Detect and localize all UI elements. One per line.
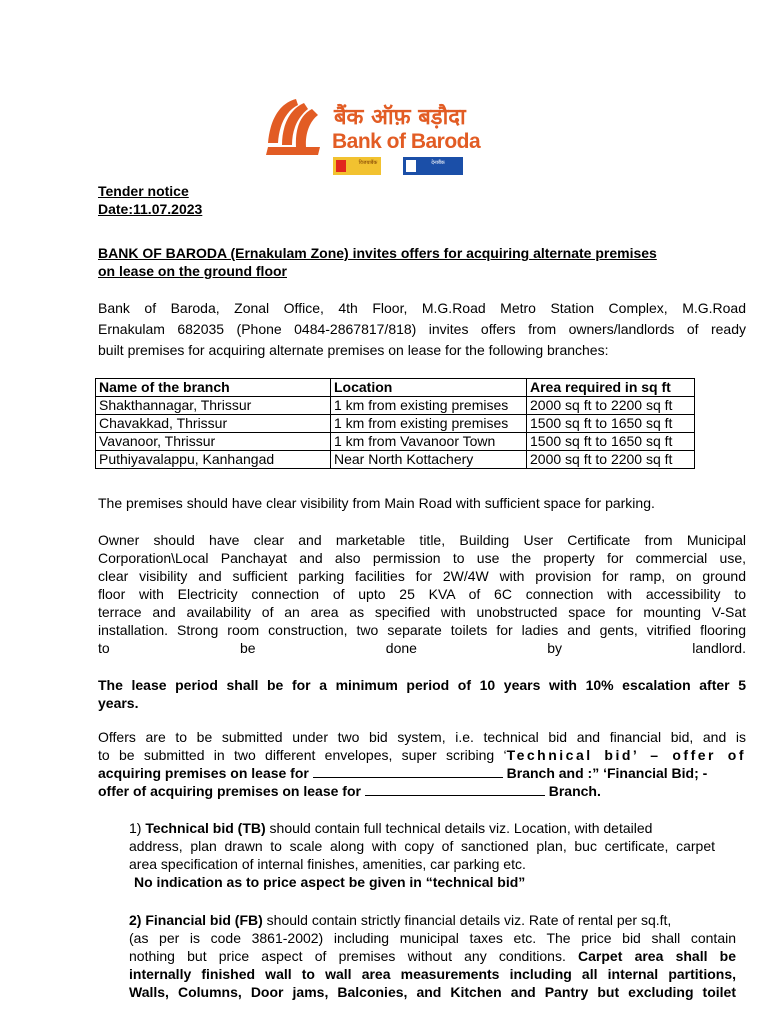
branch-name: Shakthannagar, Thrissur xyxy=(96,397,331,415)
lease-line1: The lease period shall be for a minimum period of 10 years with 10% escalation after 5 xyxy=(98,677,746,693)
branch-location: 1 km from existing premises xyxy=(331,415,527,433)
intro-line3: built premises for acquiring alternate premises on lease for the following branches: xyxy=(98,342,609,358)
table-row xyxy=(96,433,695,451)
technical-line1: 1) Technical bid (TB) should contain full technical details viz. Location, with detailed xyxy=(129,820,653,836)
logo-english-text: Bank of Baroda xyxy=(332,130,481,153)
branch-area: 1500 sq ft to 1650 sq ft xyxy=(527,415,695,433)
bob-sunrays-icon xyxy=(262,97,328,159)
owner-line1: Owner should have clear and marketable title, Building User Certificate from Municipal xyxy=(98,532,746,548)
owner-line2: Corporation\Local Panchayat and also permission to use the property for commercial use, xyxy=(98,550,746,566)
lease-line2: years. xyxy=(98,695,139,711)
technical-label: Technical bid (TB) xyxy=(145,820,266,836)
branch-location: 1 km from Vavanoor Town xyxy=(331,433,527,451)
logo-hindi-text: बैंक ऑफ़ बड़ौदा xyxy=(334,105,466,130)
offers-line2-b: Technical bid’ – offer of xyxy=(506,747,746,763)
dena-badge: देनाबैंक xyxy=(403,157,463,175)
intro-line2: Ernakulam 682035 (Phone 0484-2867817/818) invites offers from owners/landlords of ready xyxy=(98,321,746,337)
branch-area: 2000 sq ft to 2200 sq ft xyxy=(527,397,695,415)
owner-line3: clear visibility and sufficient parking facilities for 2W/4W with provision for ramp, on ground xyxy=(98,568,746,584)
notice-date: Date:11.07.2023 xyxy=(98,201,203,217)
owner-line6: installation. Strong room construction, two separate toilets for ladies and gents, vitrified flooring xyxy=(98,622,746,638)
notice-heading-line2: on lease on the ground floor xyxy=(98,263,287,279)
financial-line5: Walls, Columns, Door jams, Balconies, and Kitchen and Pantry but excluding toilet xyxy=(129,984,736,1000)
offers-line3-b: Branch and :” ‘Financial Bid; - xyxy=(506,765,708,781)
vijaya-icon xyxy=(336,160,346,172)
technical-note: No indication as to price aspect be given in “technical bid” xyxy=(134,874,526,890)
financial-label: 2) Financial bid (FB) xyxy=(129,912,263,928)
branch-area: 1500 sq ft to 1650 sq ft xyxy=(527,433,695,451)
table-header-row xyxy=(96,379,695,397)
bank-logo xyxy=(262,93,481,183)
vijaya-badge: विजयाबैंक xyxy=(333,157,381,175)
financial-line1: 2) Financial bid (FB) should contain strictly financial details viz. Rate of rental per sq.ft, xyxy=(129,912,672,928)
header-area: Area required in sq ft xyxy=(527,379,695,397)
offers-line4-b: Branch. xyxy=(548,783,601,799)
branch-location: Near North Kottachery xyxy=(331,451,527,469)
table-row xyxy=(96,415,695,433)
branch-blank-1 xyxy=(313,765,503,778)
financial-line4: internally finished wall to wall area measurements including all internal partitions, xyxy=(129,966,736,982)
notice-heading-line1: BANK OF BARODA (Ernakulam Zone) invites offers for acquiring alternate premises xyxy=(98,245,657,261)
offers-line4 xyxy=(98,782,746,800)
visibility-note: The premises should have clear visibility from Main Road with sufficient space for parking. xyxy=(98,495,655,511)
financial-line3: nothing but price aspect of premises without any conditions. Carpet area shall be xyxy=(129,948,736,964)
offers-line2 xyxy=(98,746,746,764)
owner-word: be xyxy=(239,640,256,656)
table-row xyxy=(96,397,695,415)
owner-line4: floor with Electricity connection of upto 25 KVA of 6C connection with accessibility to xyxy=(98,586,746,602)
owner-word: done xyxy=(385,640,417,656)
offers-line4-a: offer of acquiring premises on lease for xyxy=(98,783,361,799)
owner-line7 xyxy=(98,639,746,657)
technical-line2: address, plan drawn to scale along with copy of sanctioned plan, buc certificate, carpet xyxy=(129,838,715,854)
branch-name: Vavanoor, Thrissur xyxy=(96,433,331,451)
owner-line5: terrace and availability of an area as specified with unobstructed space for mounting V-Sat xyxy=(98,604,746,620)
owner-word: to xyxy=(98,640,110,656)
offers-line2-a: to be submitted in two different envelopes, super scribing ‘ xyxy=(98,747,507,763)
technical-line3: area specification of internal finishes, amenities, car parking etc. xyxy=(129,856,526,872)
offers-line1: Offers are to be submitted under two bid system, i.e. technical bid and financial bid, and is xyxy=(98,729,746,745)
financial-line2: (as per is code 3861-2002) including municipal taxes etc. The price bid shall contain xyxy=(129,930,736,946)
dena-icon xyxy=(406,160,416,172)
offers-line3-a: acquiring premises on lease for xyxy=(98,765,309,781)
header-location: Location xyxy=(331,379,527,397)
offers-line3 xyxy=(98,764,746,782)
branch-name: Puthiyavalappu, Kanhangad xyxy=(96,451,331,469)
table-row xyxy=(96,451,695,469)
branch-area: 2000 sq ft to 2200 sq ft xyxy=(527,451,695,469)
branch-location: 1 km from existing premises xyxy=(331,397,527,415)
notice-title: Tender notice xyxy=(98,183,189,199)
branch-name: Chavakkad, Thrissur xyxy=(96,415,331,433)
branches-table xyxy=(95,378,695,469)
owner-word: by xyxy=(547,640,563,656)
intro-line1: Bank of Baroda, Zonal Office, 4th Floor, M.G.Road Metro Station Complex, M.G.Road xyxy=(98,300,746,316)
header-branch: Name of the branch xyxy=(96,379,331,397)
owner-word: landlord. xyxy=(692,640,746,656)
branch-blank-2 xyxy=(365,783,545,796)
